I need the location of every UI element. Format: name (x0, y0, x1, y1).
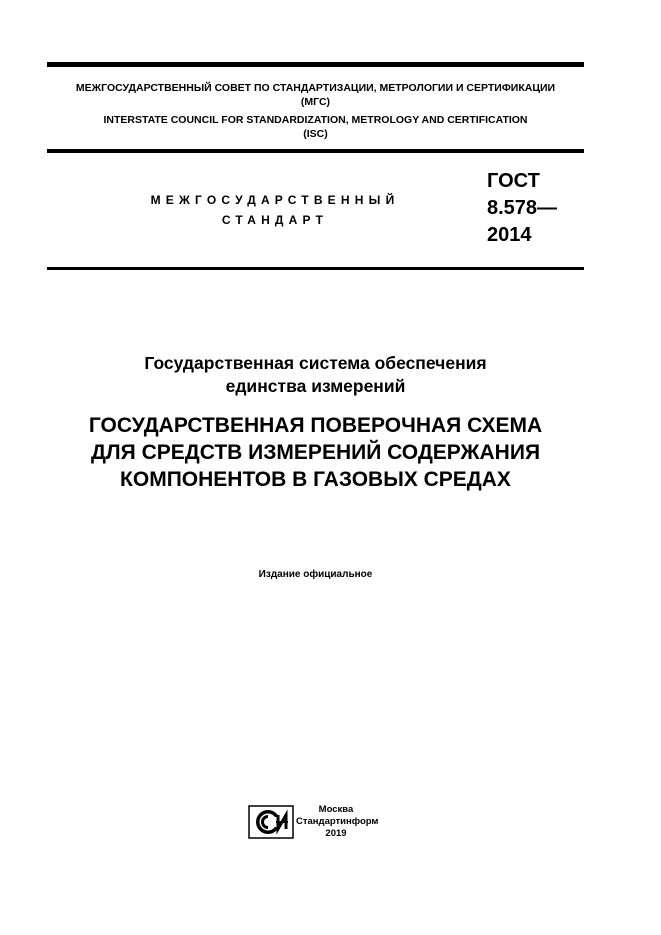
publisher-year: 2019 (325, 828, 347, 839)
document-subtitle-line2: единства измерений (225, 376, 406, 396)
council-name-ru (47, 81, 584, 109)
standard-code (487, 168, 557, 249)
edition-note: Издание официальное (258, 569, 373, 580)
council-name-en-text: INTERSTATE COUNCIL FOR STANDARDIZATION, METROLOGY AND CERTIFICATION (103, 114, 528, 126)
standard-kind-line2: СТАНДАРТ (221, 213, 329, 227)
council-name-ru-text: МЕЖГОСУДАРСТВЕННЫЙ СОВЕТ ПО СТАНДАРТИЗАЦИИ, МЕТРОЛОГИИ И СЕРТИФИКАЦИИ (75, 82, 556, 94)
standard-code-year: 2014 (487, 224, 532, 246)
standard-code-prefix: ГОСТ (487, 170, 540, 192)
standard-kind-line1: МЕЖГОСУДАРСТВЕННЫЙ (150, 193, 400, 207)
publisher-info (296, 804, 379, 840)
publisher-name: Стандартинформ (296, 816, 379, 827)
top-rule (47, 62, 584, 67)
publisher-city: Москва (318, 804, 354, 815)
standartinform-logo-icon (248, 805, 294, 839)
council-abbr-ru: (МГС) (300, 96, 331, 108)
document-subtitle-line1: Государственная система обеспечения (144, 353, 487, 373)
document-title (47, 412, 584, 493)
middle-rule (47, 149, 584, 153)
bottom-rule (47, 267, 584, 270)
standard-code-number: 8.578— (487, 197, 558, 219)
council-name-en (47, 113, 584, 141)
document-subtitle (47, 352, 584, 398)
document-title-line2: ДЛЯ СРЕДСТВ ИЗМЕРЕНИЙ СОДЕРЖАНИЯ (90, 441, 541, 464)
council-abbr-en: (ISC) (303, 128, 328, 140)
document-title-line1: ГОСУДАРСТВЕННАЯ ПОВЕРОЧНАЯ СХЕМА (88, 414, 543, 437)
document-title-line3: КОМПОНЕНТОВ В ГАЗОВЫХ СРЕДАХ (120, 468, 511, 491)
